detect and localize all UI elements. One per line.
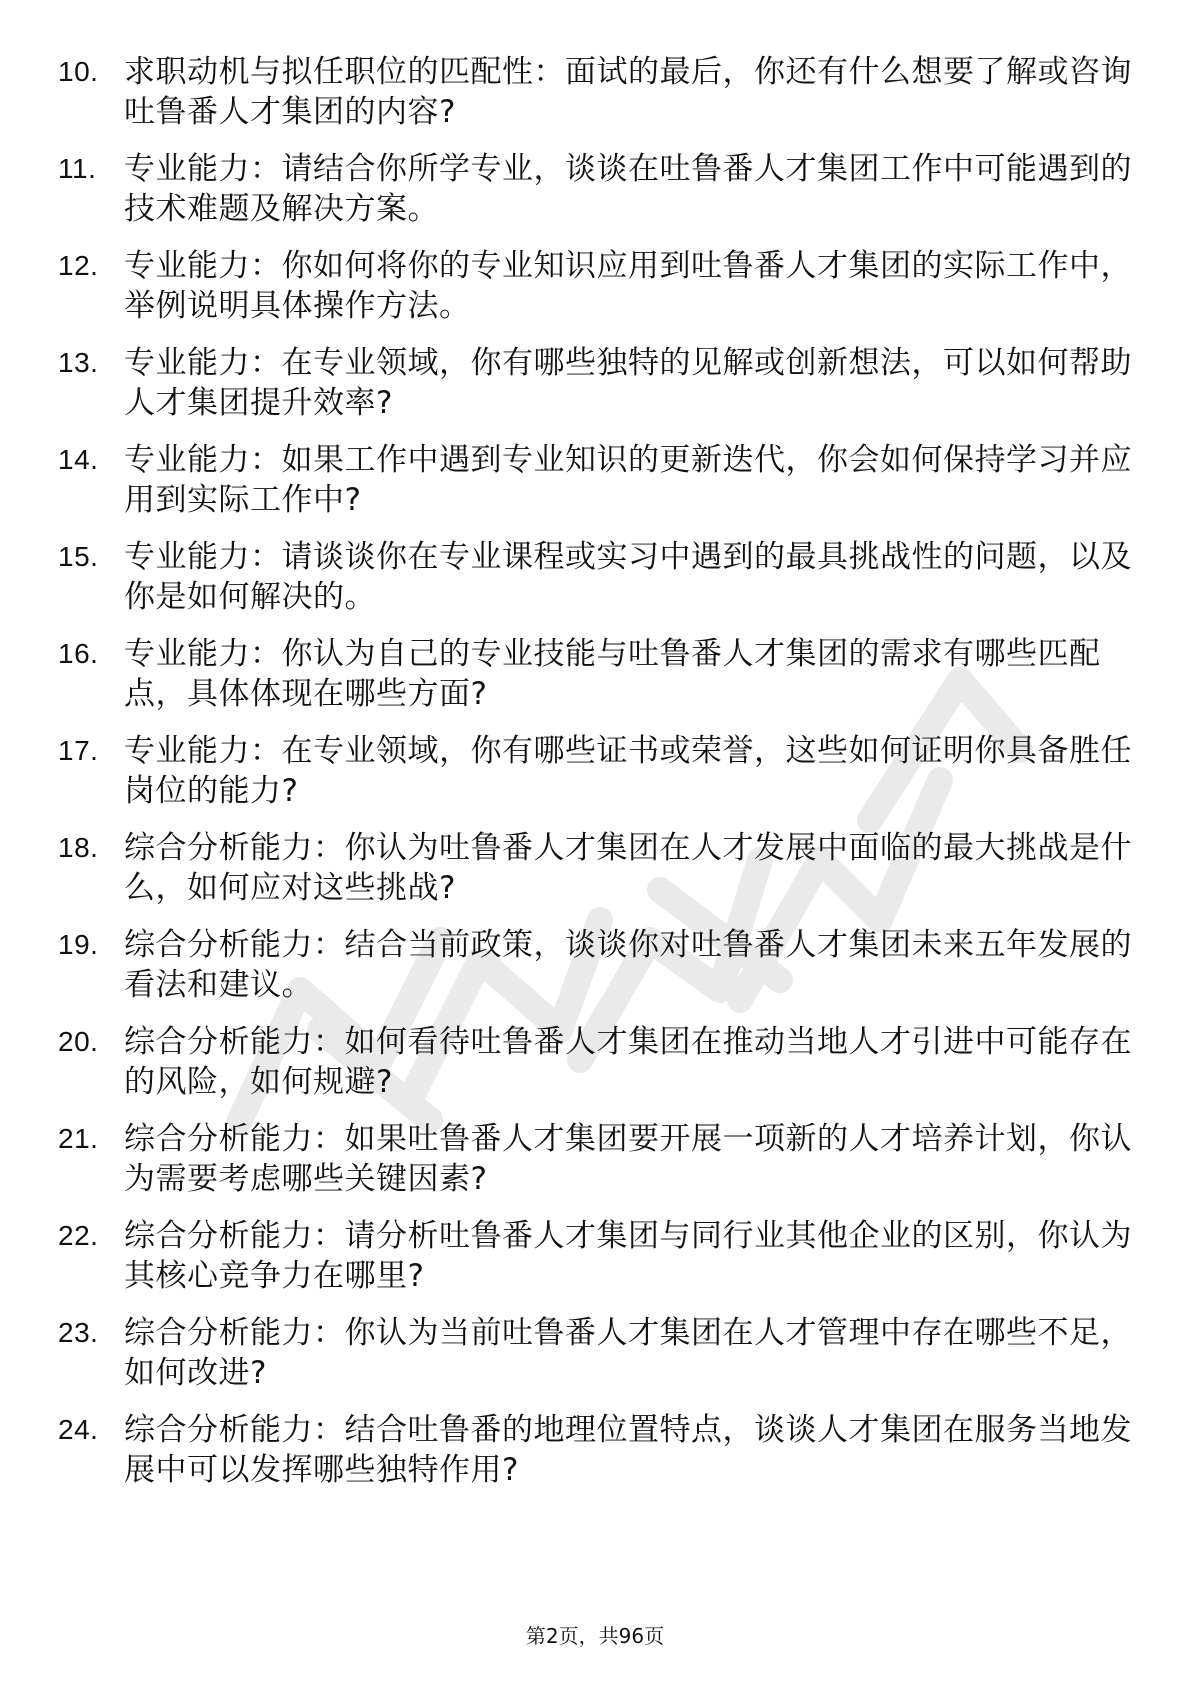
- question-number: 12.: [58, 250, 99, 281]
- question-text: 专业能力：请谈谈你在专业课程或实习中遇到的最具挑战性的问题，以及你是如何解决的。: [124, 539, 1132, 615]
- question-item: [58, 1022, 1138, 1102]
- question-text: 综合分析能力：结合当前政策，谈谈你对吐鲁番人才集团未来五年发展的看法和建议。: [124, 927, 1132, 1003]
- page-number-footer: 第2页，共96页: [525, 1624, 665, 1648]
- question-number: 13.: [58, 347, 99, 378]
- question-text: 专业能力：你如何将你的专业知识应用到吐鲁番人才集团的实际工作中，举例说明具体操作方法。: [124, 248, 1132, 324]
- question-number: 15.: [58, 541, 99, 572]
- question-item: [58, 1216, 1138, 1296]
- question-number: 24.: [58, 1414, 99, 1445]
- question-item: [58, 246, 1138, 326]
- question-item: [58, 925, 1138, 1005]
- question-number: 20.: [58, 1026, 99, 1057]
- question-number: 10.: [58, 56, 99, 87]
- question-number: 16.: [58, 638, 99, 669]
- question-item: [58, 149, 1138, 229]
- question-item: [58, 52, 1138, 132]
- question-number: 14.: [58, 444, 99, 475]
- question-item: [58, 731, 1138, 811]
- question-item: [58, 440, 1138, 520]
- question-text: 综合分析能力：你认为吐鲁番人才集团在人才发展中面临的最大挑战是什么，如何应对这些挑战?: [124, 830, 1132, 906]
- question-text: 专业能力：你认为自己的专业技能与吐鲁番人才集团的需求有哪些匹配点，具体体现在哪些方面?: [124, 636, 1101, 712]
- question-text: 专业能力：如果工作中遇到专业知识的更新迭代，你会如何保持学习并应用到实际工作中?: [124, 442, 1132, 518]
- question-number: 21.: [58, 1123, 99, 1154]
- question-text: 专业能力：在专业领域，你有哪些证书或荣誉，这些如何证明你具备胜任岗位的能力?: [124, 733, 1132, 809]
- question-number: 18.: [58, 832, 99, 863]
- question-item: [58, 634, 1138, 714]
- question-text: 专业能力：请结合你所学专业，谈谈在吐鲁番人才集团工作中可能遇到的技术难题及解决方案。: [124, 151, 1132, 227]
- question-number: 22.: [58, 1220, 99, 1251]
- question-text: 求职动机与拟任职位的匹配性：面试的最后，你还有什么想要了解或咨询吐鲁番人才集团的内容?: [124, 54, 1132, 130]
- question-item: [58, 343, 1138, 423]
- question-text: 综合分析能力：你认为当前吐鲁番人才集团在人才管理中存在哪些不足，如何改进?: [124, 1315, 1132, 1391]
- question-item: [58, 1410, 1138, 1490]
- question-number: 17.: [58, 735, 99, 766]
- question-text: 综合分析能力：请分析吐鲁番人才集团与同行业其他企业的区别，你认为其核心竞争力在哪里?: [124, 1218, 1132, 1294]
- question-list: [58, 52, 1138, 1507]
- question-text: 专业能力：在专业领域，你有哪些独特的见解或创新想法，可以如何帮助人才集团提升效率?: [124, 345, 1132, 421]
- question-item: [58, 828, 1138, 908]
- question-item: [58, 537, 1138, 617]
- question-number: 19.: [58, 929, 99, 960]
- question-item: [58, 1313, 1138, 1393]
- question-text: 综合分析能力：如果吐鲁番人才集团要开展一项新的人才培养计划，你认为需要考虑哪些关键因素?: [124, 1121, 1132, 1197]
- question-number: 23.: [58, 1317, 99, 1348]
- question-text: 综合分析能力：结合吐鲁番的地理位置特点，谈谈人才集团在服务当地发展中可以发挥哪些独特作用?: [124, 1412, 1132, 1488]
- question-item: [58, 1119, 1138, 1199]
- question-number: 11.: [58, 153, 97, 184]
- question-text: 综合分析能力：如何看待吐鲁番人才集团在推动当地人才引进中可能存在的风险，如何规避?: [124, 1024, 1132, 1100]
